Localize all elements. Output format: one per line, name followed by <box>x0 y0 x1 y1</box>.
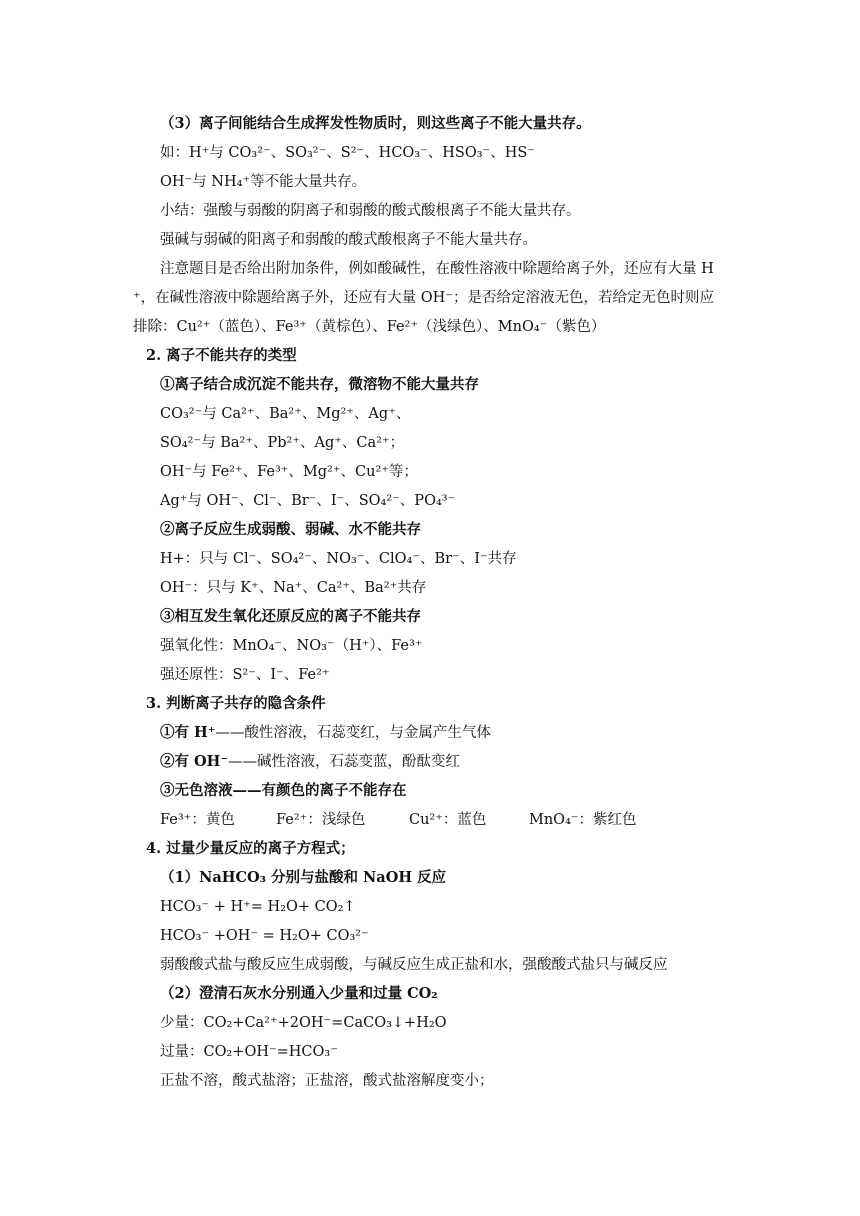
text-line: 弱酸酸式盐与酸反应生成弱酸，与碱反应生成正盐和水，强酸酸式盐只与碱反应 <box>160 957 668 973</box>
subheading: ①离子结合成沉淀不能共存，微溶物不能大量共存 <box>160 376 479 393</box>
summary-line: 小结：强酸与弱酸的阴离子和弱酸的酸式酸根离子不能大量共存。 <box>160 203 581 219</box>
text-line: 强碱与弱碱的阳离子和弱酸的酸式酸根离子不能大量共存。 <box>160 232 537 248</box>
equation-line: HCO₃⁻ + H⁺= H₂O+ CO₂↑ <box>160 899 356 915</box>
color-item: Fe³⁺：黄色 <box>160 812 235 828</box>
text-line: CO₃²⁻与 Ca²⁺、Ba²⁺、Mg²⁺、Ag⁺、 <box>160 406 411 422</box>
text-line: 如：H⁺与 CO₃²⁻、SO₃²⁻、S²⁻、HCO₃⁻、HSO₃⁻、HS⁻ <box>160 145 535 161</box>
equation-line: HCO₃⁻ +OH⁻ = H₂O+ CO₃²⁻ <box>160 928 369 944</box>
note-line: ⁺，在碱性溶液中除题给离子外，还应有大量 OH⁻；是否给定溶液无色，若给定无色时则应 <box>133 290 714 306</box>
text-line: 强还原性：S²⁻、I⁻、Fe²⁺ <box>160 667 330 683</box>
text-line: Ag⁺与 OH⁻、Cl⁻、Br⁻、I⁻、SO₄²⁻、PO₄³⁻ <box>160 493 456 509</box>
note-line: 注意题目是否给出附加条件，例如酸碱性，在酸性溶液中除题给离子外，还应有大量 H <box>160 261 714 277</box>
color-item: Fe²⁺：浅绿色 <box>276 812 366 828</box>
note-line: 排除：Cu²⁺（蓝色）、Fe³⁺（黄棕色）、Fe²⁺（浅绿色）、MnO₄⁻（紫色） <box>133 319 606 335</box>
text-line: 强氧化性：MnO₄⁻、NO₃⁻（H⁺）、Fe³⁺ <box>160 638 423 654</box>
section-heading-3: （3）离子间能结合生成挥发性物质时，则这些离子不能大量共存。 <box>160 115 591 132</box>
plain-part: ——酸性溶液，石蕊变红，与金属产生气体 <box>215 725 491 741</box>
subheading: ②离子反应生成弱酸、弱碱、水不能共存 <box>160 521 421 538</box>
text-line: OH⁻与 Fe²⁺、Fe³⁺、Mg²⁺、Cu²⁺等； <box>160 464 418 480</box>
subheading: ③相互发生氧化还原反应的离子不能共存 <box>160 608 421 625</box>
text-line <box>160 752 460 772</box>
text-line: H+：只与 Cl⁻、SO₄²⁻、NO₃⁻、ClO₄⁻、Br⁻、I⁻共存 <box>160 551 517 567</box>
equation-line: 少量：CO₂+Ca²⁺+2OH⁻=CaCO₃↓+H₂O <box>160 1015 447 1031</box>
bold-part: ②有 OH⁻ <box>160 753 229 770</box>
subheading: （1）NaHCO₃ 分别与盐酸和 NaOH 反应 <box>160 869 447 886</box>
text-line: 正盐不溶，酸式盐溶；正盐溶，酸式盐溶解度变小； <box>160 1073 494 1089</box>
color-item: Cu²⁺：蓝色 <box>409 812 487 828</box>
equation-line: 过量：CO₂+OH⁻=HCO₃⁻ <box>160 1044 338 1060</box>
text-line: OH⁻：只与 K⁺、Na⁺、Ca²⁺、Ba²⁺共存 <box>160 580 427 596</box>
text-line: SO₄²⁻与 Ba²⁺、Pb²⁺、Ag⁺、Ca²⁺； <box>160 435 405 451</box>
bold-part: ①有 H⁺ <box>160 724 216 741</box>
section-heading-4: 4. 过量少量反应的离子方程式； <box>146 840 355 857</box>
plain-part: ——碱性溶液，石蕊变蓝，酚酞变红 <box>228 754 461 770</box>
text-line: OH⁻与 NH₄⁺等不能大量共存。 <box>160 174 367 190</box>
subheading: ③无色溶液——有颜色的离子不能存在 <box>160 782 407 799</box>
subheading: （2）澄清石灰水分别通入少量和过量 CO₂ <box>160 985 438 1002</box>
section-heading-3-conditions: 3. 判断离子共存的隐含条件 <box>146 695 326 712</box>
color-item: MnO₄⁻：紫红色 <box>529 812 637 828</box>
section-heading-2: 2. 离子不能共存的类型 <box>146 347 297 364</box>
text-line <box>160 723 491 743</box>
